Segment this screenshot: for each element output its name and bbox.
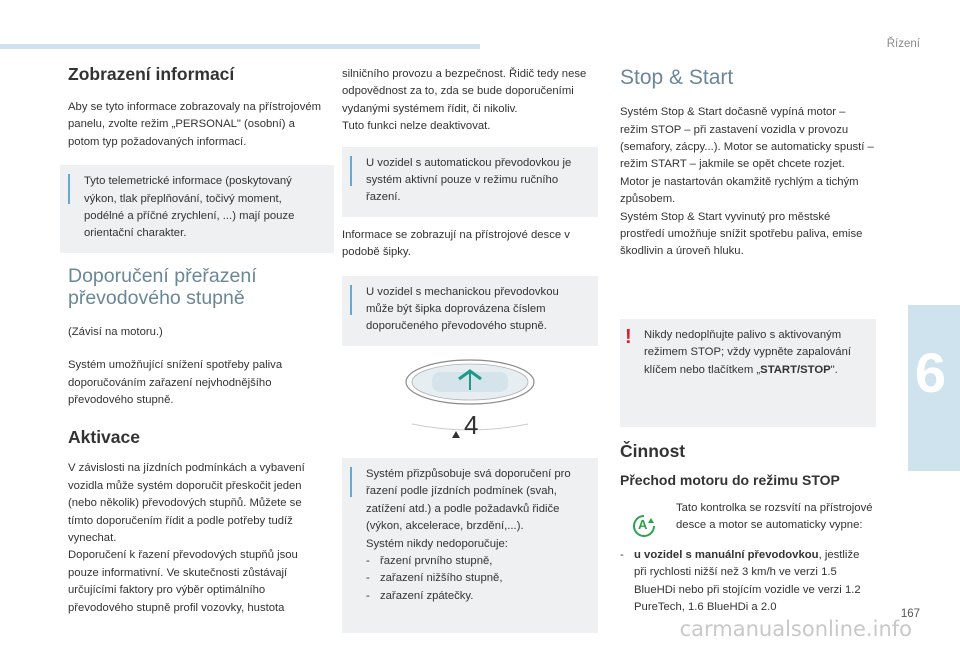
indicator-description xyxy=(620,500,874,535)
paragraph: Tato kontrolka se rozsvítí na přístrojové desce a motor se automaticky vypne: xyxy=(676,502,873,532)
list-item: - u vozidel s manuální převodovkou, jestliže při rychlosti nižší než 3 km/h ve verzi 1.5 BlueHDi nebo při stojícím vozidle ve verzi 1.2 PureTech, 1.6 BlueHDi a 2.0 xyxy=(620,548,861,614)
middle-column xyxy=(342,66,598,633)
list-item: - zařazení nižšího stupně, xyxy=(366,572,503,585)
heading-prechod: Přechod motoru do režimu STOP xyxy=(620,472,840,489)
info-bar-icon xyxy=(68,174,70,204)
heading-stop-start: Stop & Start xyxy=(620,66,734,89)
heading-zobrazeni: Zobrazení informací xyxy=(68,64,235,84)
paragraph: Informace se zobrazují na přístrojové desce v podobě šipky. xyxy=(342,228,570,259)
watermark: carmanualsonline.info xyxy=(679,617,912,641)
paragraph: Doporučení k řazení převodových stupňů jsou pouze informativní. Ve skutečnosti zůstávají určujícími faktory pro výběr optimálního převodového stupně profil vozovky, hustota xyxy=(68,549,298,614)
heading-doporuceni: Doporučení přeřazení převodového stupně xyxy=(68,264,257,310)
info-note xyxy=(60,165,334,253)
heading-aktivace: Aktivace xyxy=(68,427,140,448)
note-text: Systém přizpůsobuje svá doporučení pro řazení podle jízdních podmínek (svah, zatížení atd.) a podle požadavků řidiče (výkon, akcelerace, brzdění,...). xyxy=(366,467,571,533)
paragraph: Tuto funkci nelze deaktivovat. xyxy=(342,120,491,133)
paragraph: Systém Stop & Start vyvinutý pro městské prostředí umožňuje snížit spotřebu paliva, emise škodlivin a úroveň hluku. xyxy=(620,210,863,258)
left-column xyxy=(68,64,322,617)
note-text: Systém nikdy nedoporučuje: xyxy=(366,537,508,550)
warning-icon: ! xyxy=(625,325,632,348)
info-note xyxy=(342,276,598,346)
right-column xyxy=(620,66,874,616)
chapter-title: Řízení xyxy=(886,38,920,50)
note-text: U vozidel s mechanickou převodovkou může být šipka doprovázena číslem doporučeného převodového stupně. xyxy=(366,285,559,333)
info-bar-icon xyxy=(350,467,352,497)
note-text: Tyto telemetrické informace (poskytovaný výkon, tlak přeplňování, točivý moment, podélné a příčné zrychlení, ...) mají pouze orientační charakter. xyxy=(84,175,295,240)
info-note xyxy=(342,458,598,633)
info-note xyxy=(342,147,598,217)
header-accent-bar xyxy=(0,44,480,49)
note-text: U vozidel s automatickou převodovkou je systém aktivní pouze v režimu ručního řazení. xyxy=(366,156,572,204)
paragraph: silničního provozu a bezpečnost. Řidič tedy nese odpovědnost za to, zda se bude doporučeními vydanými systémem řídit, či nikoliv. xyxy=(342,68,587,115)
info-bar-icon xyxy=(350,285,352,315)
heading-cinnost: Činnost xyxy=(620,441,686,462)
gear-display-illustration xyxy=(342,354,598,448)
paragraph: Aby se tyto informace zobrazovaly na přístrojovém panelu, zvolte režim „PERSONAL" (osobní) a potom typ požadovaných informací. xyxy=(68,101,322,148)
chapter-number: 6 xyxy=(914,341,946,404)
note-text: Nikdy nedoplňujte palivo s aktivovaným režimem STOP; vždy vypněte zapalování klíčem nebo tlačítkem „START/STOP". xyxy=(644,328,851,376)
paragraph: (Závisí na motoru.) xyxy=(68,325,163,338)
recommended-gear: 4 xyxy=(464,409,479,440)
warning-note xyxy=(620,319,876,427)
info-bar-icon xyxy=(350,156,352,186)
paragraph: Systém Stop & Start dočasně vypíná motor – režim STOP – při zastavení vozidla v provozu (semafory, zácpy...). Motor se automaticky spustí – režim START – jakmile se opět chcete rozjet. Motor je nastartován okamžitě rychlým a tichým způsobem. xyxy=(620,106,874,206)
list-item: - zařazení zpátečky. xyxy=(366,589,474,602)
page-number: 167 xyxy=(900,608,920,620)
paragraph: V závislosti na jízdních podmínkách a vybavení vozidla může systém doporučit přeskočit jeden (nebo několik) převodových stupňů. Můžete se tímto doporučením řídit a podle potřeby tudíž vynechat. xyxy=(68,462,305,544)
indicator-letter: A xyxy=(638,517,648,533)
list-item: - řazení prvního stupně, xyxy=(366,554,493,567)
paragraph: Systém umožňující snížení spotřeby paliva doporučováním zařazení nejvhodnějšího převodového stupně. xyxy=(68,359,283,406)
